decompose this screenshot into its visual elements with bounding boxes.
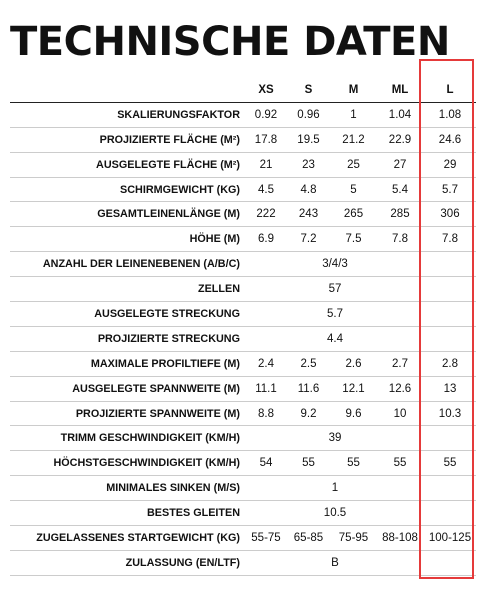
value-cell-m: 7.5 [331,227,376,252]
row-label: MAXIMALE PROFILTIEFE (M) [10,351,246,376]
table-row [10,501,476,526]
empty-cell-l [424,550,476,575]
value-cell-ml: 22.9 [376,127,424,152]
column-header-ml: ML [376,78,424,102]
row-label: BESTES GLEITEN [10,501,246,526]
value-cell-l: 10.3 [424,401,476,426]
common-value-cell: B [246,550,424,575]
value-cell-xs: 11.1 [246,376,286,401]
table-row [10,202,476,227]
empty-cell-l [424,476,476,501]
row-label: SCHIRMGEWICHT (KG) [10,177,246,202]
value-cell-l: 100-125 [424,526,476,551]
value-cell-ml: 285 [376,202,424,227]
table-row [10,351,476,376]
table-row [10,277,476,302]
value-cell-xs: 6.9 [246,227,286,252]
value-cell-ml: 2.7 [376,351,424,376]
empty-cell-l [424,277,476,302]
value-cell-ml: 7.8 [376,227,424,252]
value-cell-xs: 4.5 [246,177,286,202]
empty-cell-l [424,426,476,451]
column-header-s: S [286,78,331,102]
table-row [10,326,476,351]
page-title: TECHNISCHE DATEN [10,19,450,65]
row-label: PROJIZIERTE SPANNWEITE (M) [10,401,246,426]
value-cell-ml: 1.04 [376,102,424,127]
value-cell-ml: 12.6 [376,376,424,401]
row-label: SKALIERUNGSFAKTOR [10,102,246,127]
table-row [10,152,476,177]
column-header-l: L [424,78,476,102]
table-row [10,102,476,127]
table-row [10,451,476,476]
row-label: AUSGELEGTE SPANNWEITE (M) [10,376,246,401]
table-row [10,476,476,501]
value-cell-xs: 55-75 [246,526,286,551]
table-row [10,252,476,277]
row-label: MINIMALES SINKEN (M/S) [10,476,246,501]
common-value-cell: 3/4/3 [246,252,424,277]
value-cell-m: 55 [331,451,376,476]
value-cell-m: 5 [331,177,376,202]
value-cell-s: 23 [286,152,331,177]
value-cell-ml: 55 [376,451,424,476]
common-value-cell: 1 [246,476,424,501]
value-cell-s: 65-85 [286,526,331,551]
table-row [10,550,476,575]
row-label: ZUGELASSENES STARTGEWICHT (KG) [10,526,246,551]
common-value-cell: 4.4 [246,326,424,351]
row-label: PROJIZIERTE FLÄCHE (M²) [10,127,246,152]
value-cell-l: 13 [424,376,476,401]
row-label: TRIMM GESCHWINDIGKEIT (KM/H) [10,426,246,451]
value-cell-l: 2.8 [424,351,476,376]
value-cell-m: 1 [331,102,376,127]
table-row [10,426,476,451]
common-value-cell: 57 [246,277,424,302]
header-label-cell [10,78,246,102]
column-header-xs: XS [246,78,286,102]
value-cell-l: 55 [424,451,476,476]
value-cell-l: 24.6 [424,127,476,152]
row-label: PROJIZIERTE STRECKUNG [10,326,246,351]
common-value-cell: 39 [246,426,424,451]
value-cell-m: 2.6 [331,351,376,376]
common-value-cell: 5.7 [246,302,424,327]
value-cell-ml: 88-108 [376,526,424,551]
value-cell-l: 1.08 [424,102,476,127]
value-cell-xs: 222 [246,202,286,227]
value-cell-m: 21.2 [331,127,376,152]
row-label: ANZAHL DER LEINENEBENEN (A/B/C) [10,252,246,277]
table-row [10,127,476,152]
specs-table [10,78,476,576]
value-cell-l: 306 [424,202,476,227]
row-label: AUSGELEGTE FLÄCHE (M²) [10,152,246,177]
header-row [10,78,476,102]
row-label: GESAMTLEINENLÄNGE (M) [10,202,246,227]
value-cell-m: 25 [331,152,376,177]
value-cell-ml: 27 [376,152,424,177]
empty-cell-l [424,501,476,526]
value-cell-s: 4.8 [286,177,331,202]
table-row [10,302,476,327]
value-cell-xs: 21 [246,152,286,177]
value-cell-s: 243 [286,202,331,227]
value-cell-l: 7.8 [424,227,476,252]
empty-cell-l [424,326,476,351]
value-cell-s: 7.2 [286,227,331,252]
value-cell-m: 9.6 [331,401,376,426]
row-label: ZELLEN [10,277,246,302]
value-cell-xs: 8.8 [246,401,286,426]
specs-table-body [10,102,476,575]
row-label: HÖCHSTGESCHWINDIGKEIT (KM/H) [10,451,246,476]
row-label: HÖHE (M) [10,227,246,252]
value-cell-ml: 5.4 [376,177,424,202]
row-label: ZULASSUNG (EN/LTF) [10,550,246,575]
row-label: AUSGELEGTE STRECKUNG [10,302,246,327]
common-value-cell: 10.5 [246,501,424,526]
value-cell-s: 2.5 [286,351,331,376]
value-cell-xs: 54 [246,451,286,476]
value-cell-xs: 0.92 [246,102,286,127]
column-header-m: M [331,78,376,102]
empty-cell-l [424,302,476,327]
value-cell-xs: 2.4 [246,351,286,376]
empty-cell-l [424,252,476,277]
value-cell-xs: 17.8 [246,127,286,152]
value-cell-m: 12.1 [331,376,376,401]
value-cell-s: 0.96 [286,102,331,127]
table-row [10,227,476,252]
value-cell-s: 55 [286,451,331,476]
value-cell-m: 75-95 [331,526,376,551]
value-cell-m: 265 [331,202,376,227]
table-row [10,401,476,426]
table-row [10,526,476,551]
value-cell-s: 9.2 [286,401,331,426]
value-cell-s: 11.6 [286,376,331,401]
value-cell-s: 19.5 [286,127,331,152]
table-row [10,376,476,401]
table-row [10,177,476,202]
value-cell-l: 5.7 [424,177,476,202]
value-cell-ml: 10 [376,401,424,426]
value-cell-l: 29 [424,152,476,177]
